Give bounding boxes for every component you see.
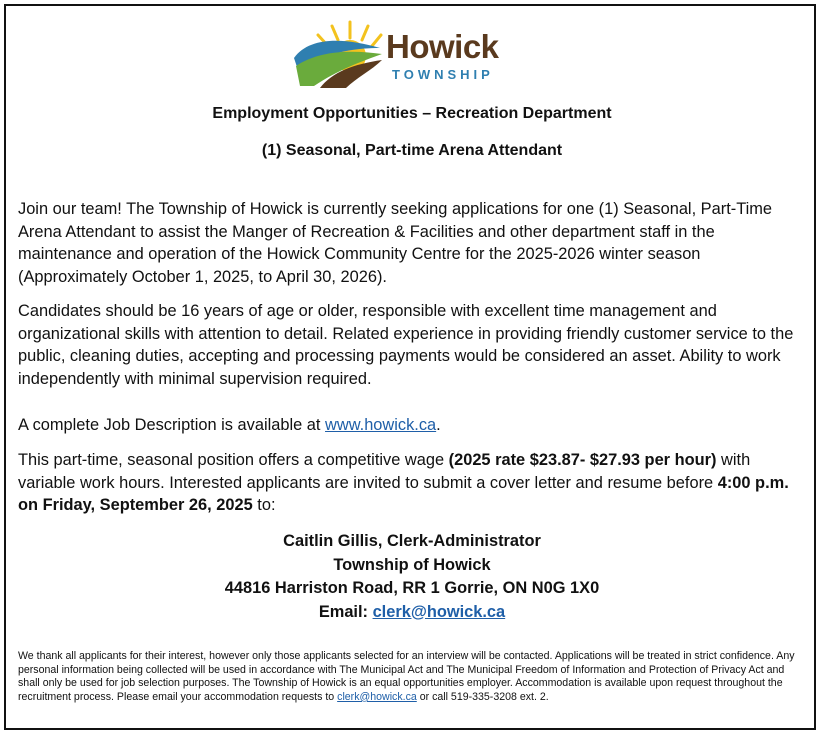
logo-name: Howick (386, 28, 499, 65)
website-link[interactable]: www.howick.ca (325, 416, 437, 434)
fine-print-email-link[interactable]: clerk@howick.ca (337, 690, 417, 703)
contact-org: Township of Howick (333, 555, 491, 574)
howick-logo (290, 18, 520, 90)
howick-emblem-icon (290, 18, 386, 90)
fine-print-text: We thank all applicants for their interest, however only those applicants selected for an interview will be contacted. Applications will be treated in strict confidence. Any personal information being collected will be used in accordance with The Municipal Act and The Municipal Freedom of Information and Protection of Privacy Act and shall only be used for job selection purposes. The Township of Howick is an equal opportunities employer. Accommodation is available upon request throughout the recruitment process. Please email your accommodation requests to (18, 650, 795, 703)
fine-print-suffix: or call 519-335-3208 ext. 2. (416, 690, 549, 703)
wage-text-3: to: (252, 496, 276, 515)
position-title: (1) Seasonal, Part-time Arena Attendant (261, 142, 563, 159)
logo-subtitle: TOWNSHIP (392, 67, 494, 82)
intro-paragraph: Join our team! The Township of Howick is currently seeking applications for one (1) Seasonal, Part-Time Arena Attendant to assist the Manger of Recreation & Facilities and other department staff in the maintenance and operation of the Howick Community Centre for the 2025-2026 winter season (Approximately October 1, 2025, to April 30, 2026). (18, 200, 773, 286)
contact-address: 44816 Harriston Road, RR 1 Gorrie, ON N0G 1X0 (224, 579, 600, 597)
job-description-paragraph (18, 414, 808, 437)
contact-email-link[interactable]: clerk@howick.ca (372, 602, 506, 621)
deadline: 4:00 p.m. on Friday, September 26, 2025 (18, 473, 789, 515)
wage-text-2: with variable work hours. Interested applicants are invited to submit a cover letter and resume before (18, 451, 751, 492)
wage-text: This part-time, seasonal position offers a competitive wage (18, 451, 449, 469)
contact-email-line (0, 601, 824, 625)
contact-name: Caitlin Gillis, Clerk-Administrator (283, 532, 541, 550)
job-description-suffix: . (436, 416, 441, 434)
contact-block (0, 530, 824, 624)
job-description-text: A complete Job Description is available at (18, 416, 326, 434)
email-label: Email: (318, 602, 373, 621)
fine-print (18, 650, 803, 704)
page-title: Employment Opportunities – Recreation Department (212, 105, 612, 122)
requirements-paragraph: Candidates should be 16 years of age or older, responsible with excellent time management and organizational skills with attention to detail. Related experience in providing friendly customer service to the public, cleaning duties, accepting and processing payments would be considered an asset. Ability to work independently with minimal supervision required. (18, 302, 794, 388)
wage-paragraph (18, 449, 808, 517)
wage-rate: (2025 rate $23.87- $27.93 per hour) (448, 451, 717, 469)
